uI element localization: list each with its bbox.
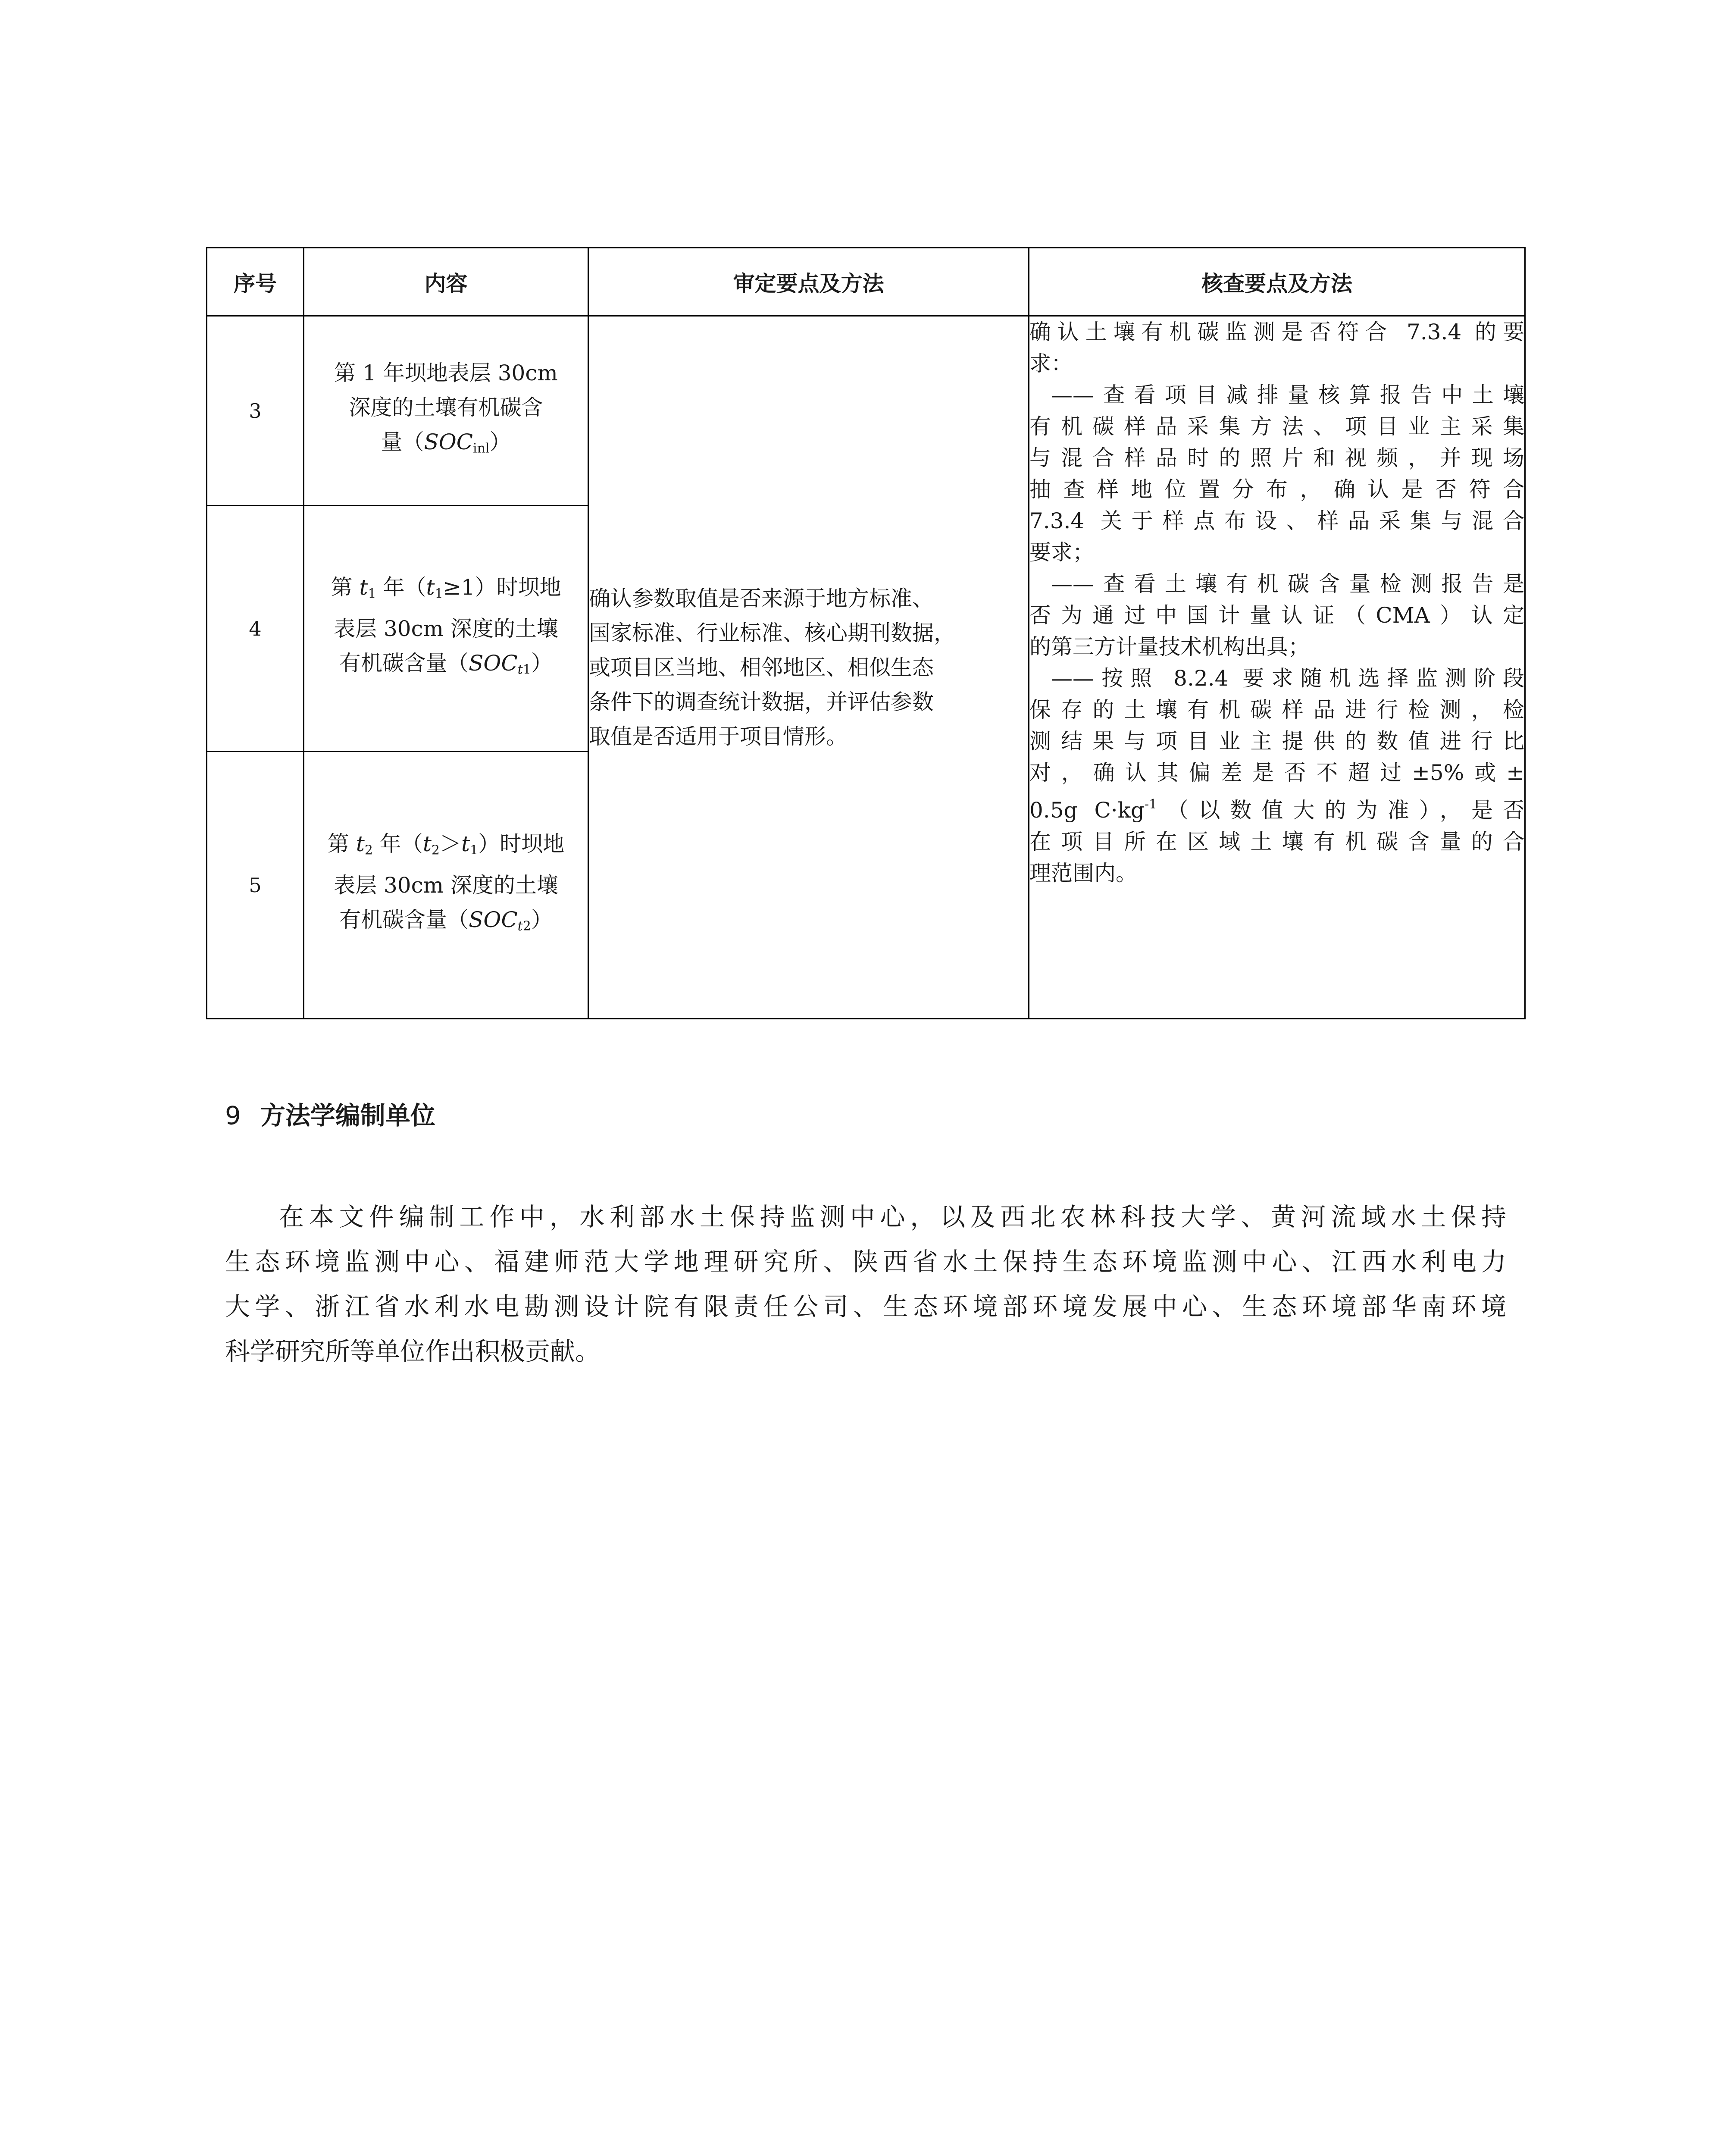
header-serial-no: 序号: [207, 248, 304, 316]
row-content: 第 $t_1$ 年$(t_1\ge 1)$时坝地 表层 30cm 深度的土壤 有机碳含量$(SOC_{t1})$: [304, 506, 588, 752]
check-method-cell: 确认土壤有机碳监测是否符合 7.3.4 的要 求： ——查看项目减排量核算报告中土壤 有机碳样品采集方法、项目业主采集 与混合样品时的照片和视频，并现场 抽查样地位置分布，确认是否符合 7.3.4 关于样点布设、样品采集与混合 要求； ——查看土壤有机碳含量检测报告是 否为通过中国计量认证（CMA）认定 的第三方计量技术机构出具； ——按照 8.2.4 要求随机选择监测阶段 保存的土壤有机碳样品进行检测，检 测结果与项目业主提供的数值进行比 对，确认其偏差是否不超过±5%或± 0.5g $C\cdot kg^{-1}$（以数值大的为准），是否 在项目所在区域土壤有机碳含量的合 理范围内。: [1029, 316, 1525, 1019]
section-number: 9: [225, 1101, 241, 1130]
evaluation-table: [206, 247, 1526, 1019]
audit-method-cell: 确认参数取值是否来源于地方标准、 国家标准、行业标准、核心期刊数据， 或项目区当地、相邻地区、相似生态 条件下的调查统计数据，并评估参数 取值是否适用于项目情形。: [588, 316, 1029, 1019]
row-serial-no: 4: [207, 506, 304, 752]
table-row: [207, 316, 1525, 506]
section-title: 方法学编制单位: [260, 1101, 435, 1130]
header-check-method: 核查要点及方法: [1029, 248, 1525, 316]
header-audit-method: 审定要点及方法: [588, 248, 1029, 316]
section-heading: [225, 1095, 435, 1131]
header-content: 内容: [304, 248, 588, 316]
table-header-row: [207, 248, 1525, 316]
body-paragraph: 在本文件编制工作中，水利部水土保持监测中心，以及西北农林科技大学、黄河流域水土保持 生态环境监测中心、福建师范大学地理研究所、陕西省水土保持生态环境监测中心、江西水利电力 大学、浙江省水利水电勘测设计院有限责任公司、生态环境部环境发展中心、生态环境部华南环境 科学研究所等单位作出积极贡献。: [225, 1202, 1506, 1366]
row-serial-no: 5: [207, 752, 304, 1019]
row-serial-no: 3: [207, 316, 304, 506]
row-content: 第 $t_2$ 年$(t_2>t_1)$时坝地 表层 30cm 深度的土壤 有机碳含量$(SOC_{t2})$: [304, 752, 588, 1019]
row-content: 第 1 年坝地表层 30cm 深度的土壤有机碳含 量$(SOC_{inl})$: [304, 316, 588, 506]
